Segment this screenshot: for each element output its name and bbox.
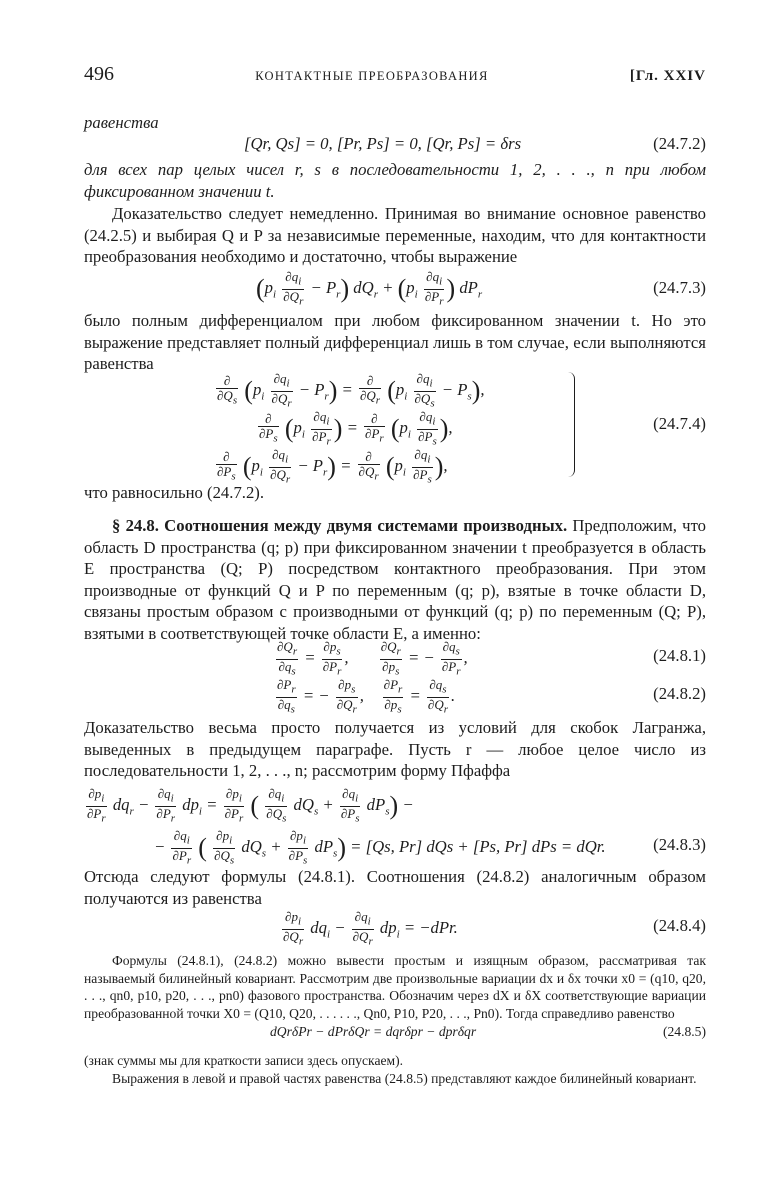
equation-number: (24.8.1) <box>653 646 706 665</box>
equation-body: $\frac{\partial p_i}{\partial Q_r}$ $dq_i$ − $\frac{\partial q_i}{\partial Q_r}$ $dp_i = -dPr$. <box>283 909 458 948</box>
equation-24-7-3 <box>84 270 706 310</box>
page-number: 496 <box>84 63 114 85</box>
running-head <box>84 63 706 87</box>
equation-number: (24.8.5) <box>662 1024 706 1039</box>
small-print-paragraph: Формулы (24.8.1), (24.8.2) можно вывести простым и изящным образом, рассматривая так называемый билинейный ковариант. Рассмотрим две произвольные вариации dx и δx точки x0 = (q10, q20, . . ., qn0, p10, p20, . . ., pn0) фазового пространства. Обозначим через dX и δX соответствующие вариации преобразованной точки X0 = (Q10, Q20, . . . . . ., Qn0, P10, P20, . . ., Pn0). Тогда справедливо равенство <box>84 953 706 1021</box>
paragraph-equivalence: что равносильно (24.7.2). <box>84 483 265 502</box>
section-24-8 <box>84 515 706 644</box>
equation-number: (24.7.4) <box>653 414 706 433</box>
paragraph-pfaff: Доказательство весьма просто получается из условий для скобок Лагранжа, выведенных в предыдущем параграфе. Пусть r — любое целое число из последовательности 1, 2, . . ., n; рассмотрим форму Пфаффа <box>84 718 706 780</box>
paragraph-condition: для всех пар целых чисел r, s в последовательности 1, 2, . . ., n при любом фиксированном значении t. <box>84 160 706 201</box>
equation-24-8-5 <box>84 1024 706 1044</box>
paragraph-total-differential: было полным дифференциалом при любом фиксированном значении t. Но это выражение представляет полный дифференциал лишь в том случае, если выполняются равенства <box>84 311 706 373</box>
paragraph-consequence: Отсюда следуют формулы (24.8.1). Соотношения (24.8.2) аналогичным образом получаются из равенства <box>84 867 706 908</box>
equation-24-8-1 <box>84 640 706 676</box>
equation-body: [Qr, Qs] = 0, [Pr, Ps] = 0, [Qr, Ps] = δrs <box>244 134 522 153</box>
equation-tail: = −dPr. <box>403 917 458 937</box>
equation-number: (24.8.2) <box>653 684 706 703</box>
equation-24-7-4 <box>84 371 706 486</box>
equation-line-2: $\frac{\partial}{\partial P_s}$ ($p_i$ $\frac{\partial q_i}{\partial P_r}$ ) = $\frac{\partial}{\partial P_r}$ ($p_i$ $\frac{\partial q_i}{\partial P_s}$ ), <box>259 409 453 448</box>
equation-24-8-3 <box>84 787 706 867</box>
equation-body: $\frac{\partial P_r}{\partial q_s}$ = − $\frac{\partial p_s}{\partial Q_r}$ , $\frac{\partial P_r}{\partial p_s}$ = $\frac{\partial q_s}{\partial Q_r}$ . <box>277 677 456 716</box>
equation-line-1: $\frac{\partial p_i}{\partial P_r}$ $dq_r$ − $\frac{\partial q_i}{\partial P_r}$ $dp_i$ = $\frac{\partial p_i}{\partial P_r}$ ( $\frac{\partial q_i}{\partial Q_s}$ $dQ_s$ + $\frac{\partial q_i}{\partial P_s}$ $dP_s$) − <box>87 786 414 825</box>
small-print-conclusion: Выражения в левой и правой частях равенства (24.8.5) представляют каждое билинейный ковариант. <box>112 1071 697 1086</box>
section-title: § 24.8. Соотношения между двумя системами производных. <box>112 516 568 535</box>
equation-number: (24.7.2) <box>653 134 706 153</box>
small-print-note: (знак суммы мы для краткости записи здесь опускаем). <box>84 1053 404 1068</box>
equation-body: ($p_i$ $\frac{\partial q_i}{\partial Q_r}$ − $P_r$) $dQ_r + (p_i$ $\frac{\partial q_i}{\partial P_r}$ ) $dP_r$ <box>256 269 483 308</box>
paragraph-proof: Доказательство следует немедленно. Принимая во внимание основное равенство (24.2.5) и выбирая Q и P за независимые переменные, находим, что для контактности преобразования необходимо и достаточно, чтобы выражение <box>84 204 706 266</box>
equation-tail: = [Qs, Pr] dQs + [Ps, Pr] dPs = dQr. <box>350 836 606 856</box>
equation-24-8-2 <box>84 678 706 714</box>
equation-number: (24.8.3) <box>653 835 706 854</box>
equation-24-8-4 <box>84 910 706 946</box>
running-title: КОНТАКТНЫЕ ПРЕОБРАЗОВАНИЯ <box>255 69 489 83</box>
equation-line-2: − $\frac{\partial q_i}{\partial P_r}$ ( $\frac{\partial p_i}{\partial Q_s}$ $dQ_s$ + $\frac{\partial p_i}{\partial P_s}$ $dP_s) = [Qs$, Pr] dQs + [Ps, Pr] dPs = dQr. <box>154 828 606 867</box>
equation-number: (24.8.4) <box>653 916 706 935</box>
equation-body: dQrδPr − dPrδQr = dqrδpr − dprδqr <box>270 1024 477 1039</box>
chapter-reference: [Гл. XXIV <box>629 68 706 84</box>
equation-line-1: $\frac{\partial}{\partial Q_s}$ ($p_i$ $\frac{\partial q_i}{\partial Q_r}$ − $P_r$) = $\frac{\partial}{\partial Q_r}$ ($p_i$ $\frac{\partial q_i}{\partial Q_s}$ − $P_s$), <box>217 371 485 410</box>
paragraph-lead: равенства <box>84 113 159 132</box>
equation-number: (24.7.3) <box>653 278 706 297</box>
equation-body: $\frac{\partial Q_r}{\partial q_s}$ = $\frac{\partial p_s}{\partial P_r}$ , $\frac{\partial Q_r}{\partial p_s}$ = − $\frac{\partial q_s}{\partial P_r}$ , <box>277 639 468 678</box>
equation-line-3: $\frac{\partial}{\partial P_s}$ ($p_i$ $\frac{\partial q_i}{\partial Q_r}$ − $P_r$) = $\frac{\partial}{\partial Q_r}$ ($p_i$ $\frac{\partial q_i}{\partial P_s}$ ), <box>217 447 448 486</box>
section-text: Предположим, что область D пространства (q; p) при фиксированном значении t преобразуется в область E пространства (Q; P) посредством контактного преобразования. При этом производные от функций Q и P по переменным (q; p), взятые в точке области D, связаны простым образом с производными от функций (q; p) по переменным (Q; P), взятыми в соответствующей точке области E, а именно: <box>84 516 706 643</box>
right-brace <box>566 372 575 477</box>
